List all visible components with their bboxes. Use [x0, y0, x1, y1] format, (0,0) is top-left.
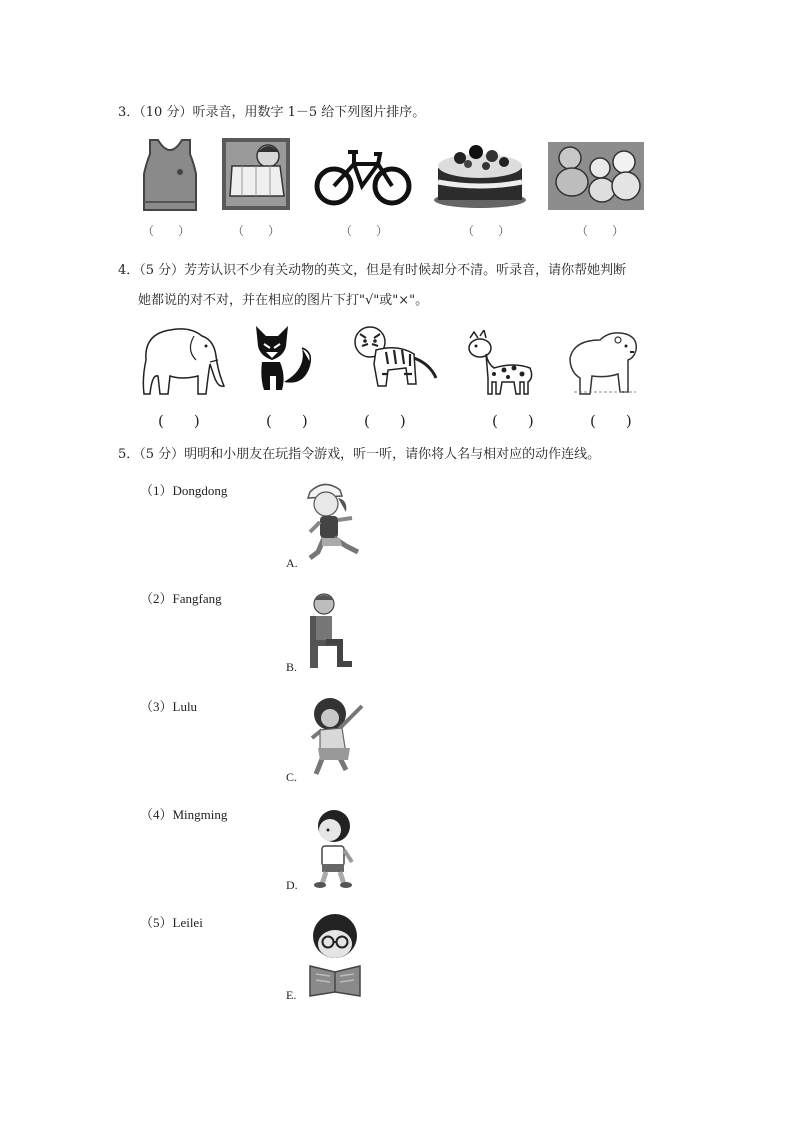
elephant-icon — [138, 320, 226, 398]
question-5-title: 5．（5 分）明明和小朋友在玩指令游戏，听一听，请你将人名与相对应的动作连线。 — [118, 447, 601, 462]
name-lulu[interactable]: （3）Lulu — [140, 699, 198, 714]
name-fangfang[interactable]: （2）Fangfang — [140, 591, 222, 606]
sitting-child-icon[interactable] — [306, 590, 356, 670]
q3-blank-2[interactable]: （ ） — [232, 224, 281, 238]
q4-blank-5[interactable]: ( ) — [590, 412, 632, 430]
vest-icon — [140, 138, 200, 212]
tiger-icon — [352, 324, 440, 392]
option-letter-d: D. — [286, 878, 298, 892]
q4-blank-3[interactable]: ( ) — [364, 412, 406, 430]
reading-boy-icon[interactable] — [306, 912, 364, 998]
q3-blank-1[interactable]: （ ） — [142, 224, 191, 238]
fox-icon — [250, 322, 316, 392]
option-letter-a: A. — [286, 556, 298, 570]
option-letter-b: B. — [286, 660, 298, 674]
option-letter-e: E. — [286, 988, 297, 1002]
question-3-title: 3．（10 分）听录音，用数字 1－5 给下列图片排序。 — [118, 105, 426, 120]
box-with-child-icon — [222, 138, 290, 210]
cake-icon — [432, 138, 528, 210]
q4-blank-1[interactable]: ( ) — [158, 412, 200, 430]
name-dongdong[interactable]: （1）Dongdong — [140, 483, 228, 498]
name-leilei[interactable]: （5）Leilei — [140, 915, 203, 930]
q3-blank-3[interactable]: （ ） — [340, 224, 389, 238]
question-4-title-line1: 4．（5 分）芳芳认识不少有关动物的英文，但是有时候却分不清。听录音，请你帮她判断 — [118, 263, 627, 278]
q4-blank-2[interactable]: ( ) — [266, 412, 308, 430]
jumping-child-icon[interactable] — [306, 698, 368, 778]
q3-blank-5[interactable]: （ ） — [576, 224, 625, 238]
bear-icon — [566, 328, 642, 400]
name-mingming[interactable]: （4）Mingming — [140, 807, 228, 822]
option-letter-c: C. — [286, 770, 298, 784]
walking-boy-icon[interactable] — [308, 806, 358, 888]
toy-animals-icon — [548, 142, 644, 210]
running-child-icon[interactable] — [304, 478, 374, 566]
deer-icon — [464, 330, 540, 396]
bicycle-icon — [314, 146, 412, 206]
q4-blank-4[interactable]: ( ) — [492, 412, 534, 430]
question-4-title-line2: 她都说的对不对，并在相应的图片下打"√"或"×"。 — [138, 293, 429, 308]
q3-blank-4[interactable]: （ ） — [462, 224, 511, 238]
